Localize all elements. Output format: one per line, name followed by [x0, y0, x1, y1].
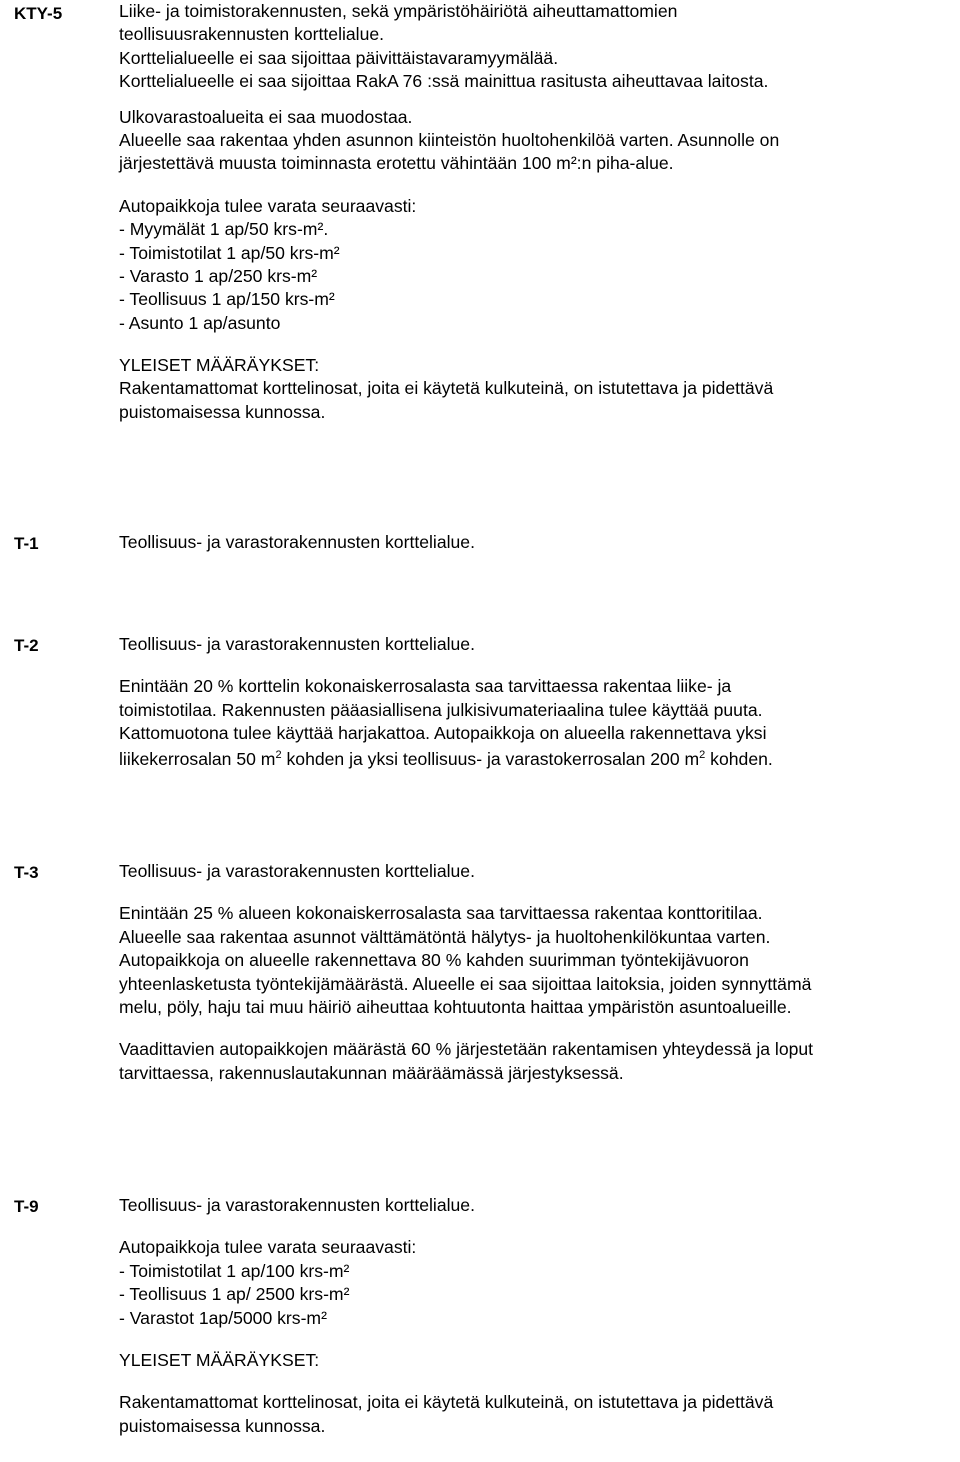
- text-line: puistomaisessa kunnossa.: [119, 401, 326, 422]
- text-line: Autopaikkoja tulee varata seuraavasti:: [119, 1237, 417, 1258]
- text-fragment: liikekerrosalan 50 m: [119, 748, 276, 769]
- section-t-1-text: [119, 531, 960, 554]
- text-line: puistomaisessa kunnossa.: [119, 1415, 326, 1436]
- text-line: Enintään 20 % korttelin kokonaiskerrosalasta saa tarvittaessa rakentaa liike- ja: [119, 676, 732, 697]
- text-fragment: kohden.: [705, 748, 773, 769]
- text-line: yhteenlasketusta työntekijämäärästä. Alueelle ei saa sijoittaa laitoksia, joiden synnyttämä: [119, 973, 812, 994]
- text-line: toimistotilaa. Rakennusten pääasiallisena julkisivumateriaalina tulee käyttää puuta.: [119, 699, 763, 720]
- text-line: Kattomuotona tulee käyttää harjakattoa. Autopaikkoja on alueella rakennettava yksi: [119, 723, 767, 744]
- text-line: Korttelialueelle ei saa sijoittaa RakA 76 :ssä mainittua rasitusta aiheuttavaa laitosta.: [119, 71, 769, 92]
- section-code-kty-5: KTY-5: [14, 4, 63, 23]
- text-line: - Varastot 1ap/5000 krs-m²: [119, 1307, 327, 1328]
- text-line: Ulkovarastoalueita ei saa muodostaa.: [119, 106, 413, 127]
- text-line: teollisuusrakennusten korttelialue.: [119, 24, 385, 45]
- text-line: Teollisuus- ja varastorakennusten korttelialue.: [119, 861, 475, 881]
- text-line: Vaadittavien autopaikkojen määrästä 60 % järjestetään rakentamisen yhteydessä ja loput: [119, 1039, 814, 1060]
- section-code-t-3: T-3: [14, 863, 39, 882]
- text-line: Teollisuus- ja varastorakennusten korttelialue.: [119, 634, 475, 654]
- text-line: Teollisuus- ja varastorakennusten korttelialue.: [119, 1195, 475, 1215]
- text-line: Alueelle saa rakentaa asunnot välttämätöntä hälytys- ja huoltohenkilökuntaa varten.: [119, 926, 771, 947]
- text-line: Korttelialueelle ei saa sijoittaa päivittäistavaramyymälää.: [119, 47, 559, 68]
- section-t-3-text: [119, 860, 960, 1085]
- text-line: - Toimistotilat 1 ap/100 krs-m²: [119, 1260, 350, 1281]
- section-code-t-9: T-9: [14, 1197, 39, 1216]
- text-line: Rakentamattomat korttelinosat, joita ei käytetä kulkuteinä, on istutettava ja pidettävä: [119, 378, 774, 399]
- superscript: 2: [275, 748, 282, 761]
- text-line: Alueelle saa rakentaa yhden asunnon kiinteistön huoltohenkilöä varten. Asunnolle on: [119, 129, 780, 150]
- section-code-t-1: T-1: [14, 534, 39, 553]
- text-line: järjestettävä muusta toiminnasta erotettu vähintään 100 m²:n piha-alue.: [119, 153, 674, 174]
- text-line: melu, pöly, haju tai muu häiriö aiheuttaa kohtuutonta haittaa ympäristön asuntoalueille.: [119, 996, 792, 1017]
- text-line: YLEISET MÄÄRÄYKSET:: [119, 355, 320, 376]
- text-line: - Teollisuus 1 ap/150 krs-m²: [119, 289, 335, 310]
- text-line: YLEISET MÄÄRÄYKSET:: [119, 1349, 320, 1370]
- section-code-t-2: T-2: [14, 636, 39, 655]
- text-line: - Asunto 1 ap/asunto: [119, 312, 281, 333]
- section-t-9-text: [119, 1194, 960, 1438]
- text-fragment: kohden ja yksi teollisuus- ja varastokerrosalan 200 m: [281, 748, 700, 769]
- text-line: - Varasto 1 ap/250 krs-m²: [119, 265, 318, 286]
- text-line: Liike- ja toimistorakennusten, sekä ympäristöhäiriötä aiheuttamattomien: [119, 1, 678, 21]
- section-t-2-text: [119, 633, 960, 771]
- text-line: tarvittaessa, rakennuslautakunnan määräämässä järjestyksessä.: [119, 1062, 624, 1083]
- text-line: - Teollisuus 1 ap/ 2500 krs-m²: [119, 1284, 350, 1305]
- section-kty-5-text: [119, 0, 960, 424]
- superscript: 2: [699, 748, 706, 761]
- text-line: Teollisuus- ja varastorakennusten korttelialue.: [119, 532, 475, 552]
- text-line: Enintään 25 % alueen kokonaiskerrosalasta saa tarvittaessa rakentaa konttoritilaa.: [119, 903, 763, 924]
- text-line: - Toimistotilat 1 ap/50 krs-m²: [119, 242, 340, 263]
- text-line: Autopaikkoja tulee varata seuraavasti:: [119, 195, 417, 216]
- text-line: Autopaikkoja on alueelle rakennettava 80 % kahden suurimman työntekijävuoron: [119, 950, 749, 971]
- text-line: - Myymälät 1 ap/50 krs-m².: [119, 219, 329, 240]
- text-line: Rakentamattomat korttelinosat, joita ei käytetä kulkuteinä, on istutettava ja pidettävä: [119, 1392, 774, 1413]
- text-line: [119, 748, 960, 771]
